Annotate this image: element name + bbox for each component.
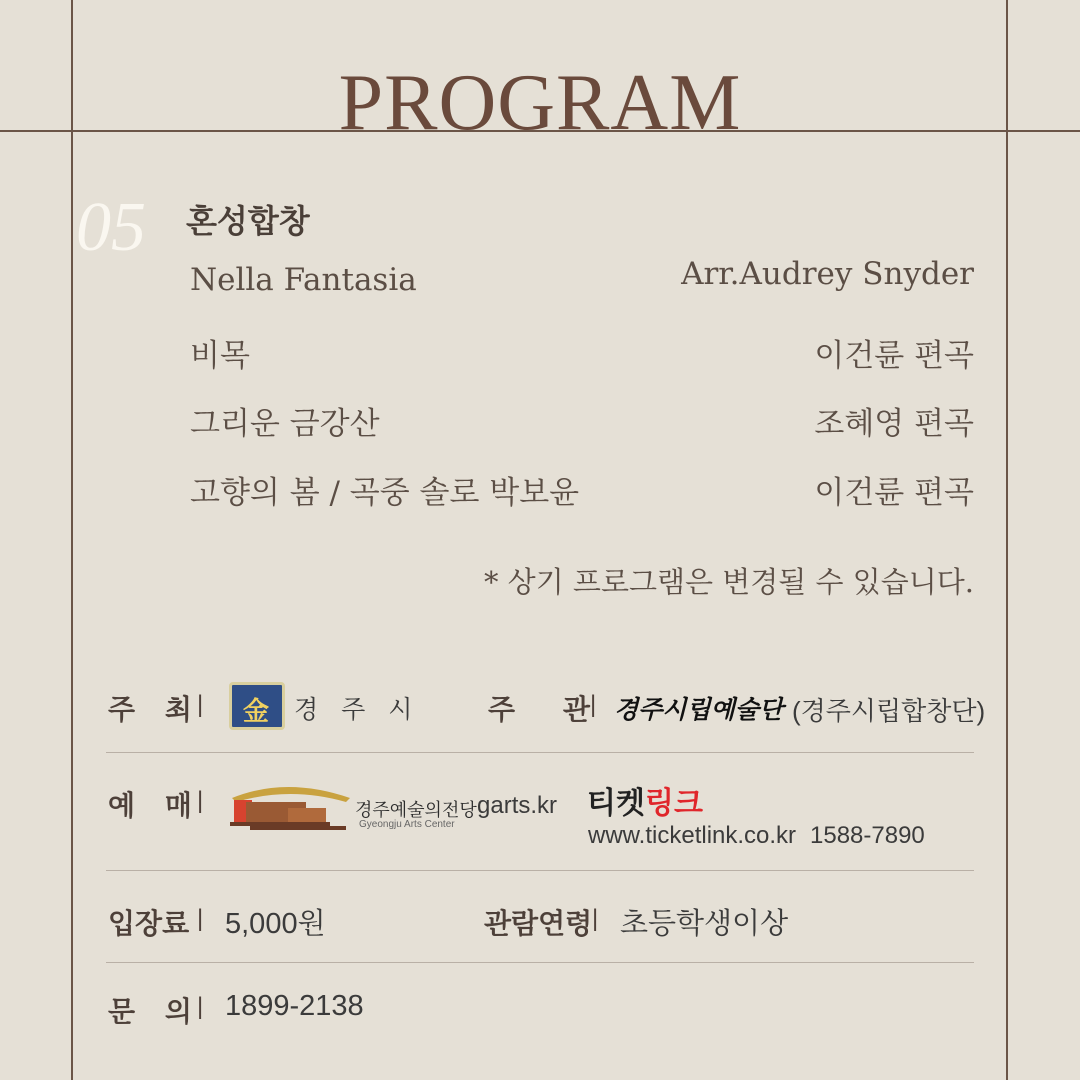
divider: | — [197, 905, 204, 932]
age-value: 초등학생이상 — [620, 908, 789, 940]
gyeongju-seal-icon — [229, 682, 285, 730]
frame-right-line — [1006, 0, 1008, 1080]
divider-line — [106, 870, 974, 871]
ticketlink-logo-a: 티켓 — [587, 787, 645, 820]
divider: | — [590, 691, 597, 718]
organizer-suffix: (경주시립합창단) — [792, 696, 986, 726]
venue-en: Gyeongju Arts Center — [359, 819, 455, 830]
program-item — [190, 467, 974, 512]
program-item — [190, 330, 974, 375]
program-item-title: 그리운 금강산 — [190, 406, 380, 442]
program-item — [190, 256, 974, 298]
program-item-credit: Arr.Audrey Snyder — [681, 256, 974, 292]
host-label: 주 최 — [108, 694, 194, 725]
ticket-label: 예 매 — [108, 790, 194, 821]
frame-left-line — [71, 0, 73, 1080]
divider: | — [197, 691, 204, 718]
divider-line — [106, 962, 974, 963]
contact-value: 1899-2138 — [225, 990, 364, 1022]
page-title: PROGRAM — [338, 59, 742, 147]
program-item-title: 비목 — [190, 338, 250, 374]
divider-line — [106, 752, 974, 753]
fee-value: 5,000원 — [225, 908, 326, 940]
ticket-site[interactable]: www.ticketlink.co.kr — [588, 822, 797, 849]
organizer-logo: 경주시립예술단 — [614, 696, 784, 724]
ticket-phone: 1588-7890 — [810, 822, 925, 849]
organizer-label: 주 관 — [488, 694, 592, 725]
fee-label: 입장료 — [108, 908, 190, 939]
venue-kr: 경주예술의전당 — [355, 800, 477, 820]
contact-label: 문 의 — [108, 996, 194, 1027]
age-label: 관람연령 — [484, 908, 593, 939]
section-title: 혼성합창 — [186, 203, 310, 239]
program-item-credit: 이건륜 편곡 — [814, 475, 974, 511]
host-org: 경 주 시 — [294, 696, 421, 724]
divider: | — [197, 787, 204, 814]
program-item-title: Nella Fantasia — [190, 262, 417, 298]
divider: | — [592, 905, 599, 932]
program-item-credit: 조혜영 편곡 — [814, 406, 974, 442]
venue-url[interactable]: garts.kr — [477, 792, 558, 819]
change-notice: * 상기 프로그램은 변경될 수 있습니다. — [483, 565, 974, 599]
program-item — [190, 398, 974, 443]
ticketlink-logo-b: 링크 — [644, 787, 703, 820]
program-item-credit: 이건륜 편곡 — [814, 338, 974, 374]
arts-center-logo-icon — [226, 778, 354, 830]
program-number: 05 — [76, 189, 146, 266]
ticketlink-logo — [587, 778, 703, 822]
divider: | — [197, 993, 204, 1020]
program-item-title: 고향의 봄 / 곡중 솔로 박보윤 — [190, 475, 580, 511]
